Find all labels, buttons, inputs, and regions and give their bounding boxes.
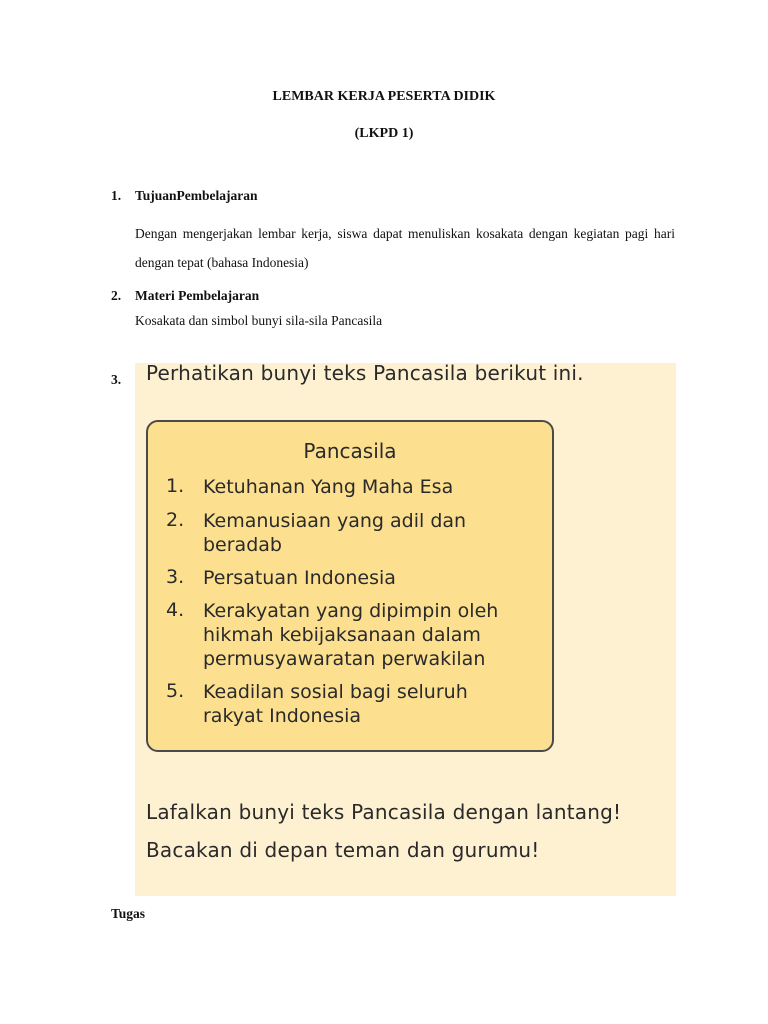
pancasila-box bbox=[146, 420, 554, 752]
sila-text: Kemanusiaan yang adil dan beradab bbox=[203, 510, 467, 556]
sila-text: Persatuan Indonesia bbox=[203, 567, 396, 589]
document-subtitle: (LKPD 1) bbox=[354, 126, 414, 141]
section-1-text: Dengan mengerjakan lembar kerja, siswa dapat menuliskan kosakata dengan kegiatan pagi hari dengan tepat (bahasa Indonesia) bbox=[135, 226, 675, 270]
image-footer-line-2: Bacakan di depan teman dan gurumu! bbox=[146, 838, 540, 862]
sila-text: Keadilan sosial bagi seluruh rakyat Indonesia bbox=[203, 681, 468, 727]
section-2-number: 2. bbox=[111, 288, 122, 303]
image-footer-line-1: Lafalkan bunyi teks Pancasila dengan lantang! bbox=[146, 800, 622, 824]
sila-number: 3. bbox=[166, 566, 185, 588]
pancasila-box-title: Pancasila bbox=[303, 439, 397, 463]
sila-number: 4. bbox=[166, 599, 185, 621]
sila-text: Ketuhanan Yang Maha Esa bbox=[203, 476, 454, 498]
sila-number: 1. bbox=[166, 475, 185, 497]
sila-text: Kerakyatan yang dipimpin oleh hikmah kebijaksanaan dalam permusyawaratan perwakilan bbox=[203, 600, 499, 670]
sila-number: 5. bbox=[166, 680, 185, 702]
section-1-heading: TujuanPembelajaran bbox=[135, 188, 258, 203]
sila-number: 2. bbox=[166, 509, 185, 531]
tugas-heading: Tugas bbox=[111, 906, 146, 921]
section-3-number: 3. bbox=[111, 372, 122, 387]
section-1-number: 1. bbox=[111, 188, 122, 203]
section-2-text: Kosakata dan simbol bunyi sila-sila Pancasila bbox=[135, 313, 383, 328]
image-instruction: Perhatikan bunyi teks Pancasila berikut ini. bbox=[146, 361, 584, 385]
pancasila-image bbox=[135, 363, 676, 896]
document-title: LEMBAR KERJA PESERTA DIDIK bbox=[272, 89, 496, 104]
section-2-heading: Materi Pembelajaran bbox=[135, 288, 260, 303]
